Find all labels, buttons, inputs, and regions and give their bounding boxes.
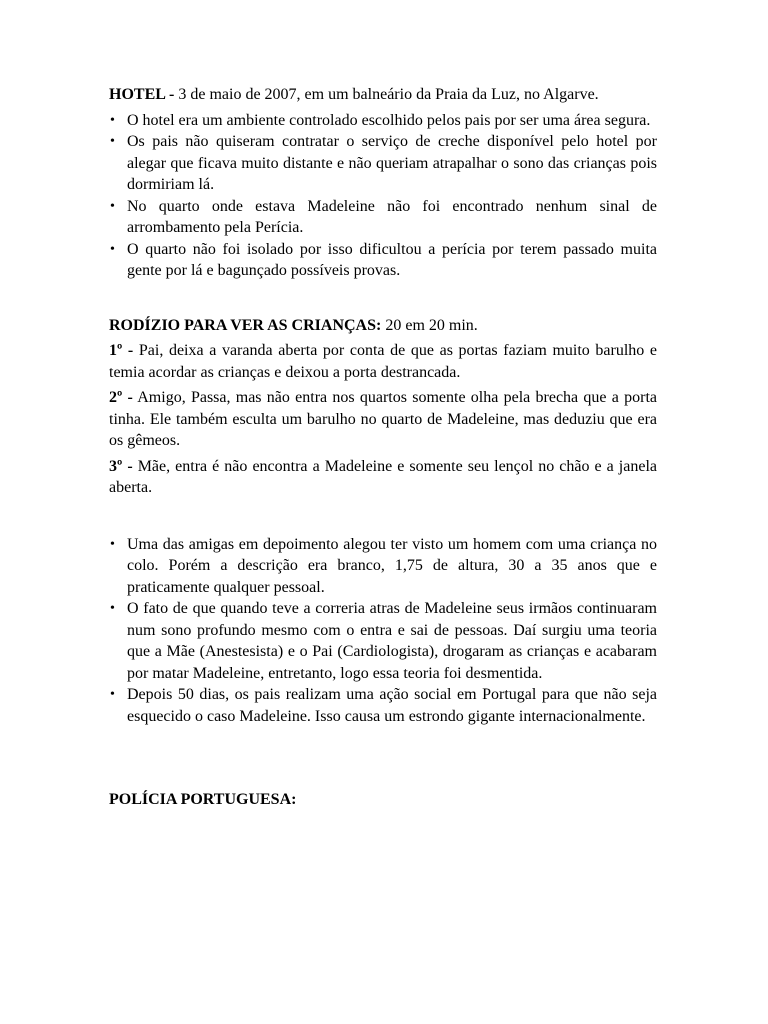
- list-item: [109, 110, 657, 132]
- bullet-icon: •: [110, 198, 115, 214]
- bullet-icon: •: [110, 536, 115, 552]
- list-item: [109, 196, 657, 239]
- step-text: Amigo, Passa, mas não entra nos quartos somente olha pela brecha que a porta tinha. Ele também esculta um barulho no quarto de Madeleine, mas deduziu que era os gêmeos.: [109, 389, 658, 449]
- hotel-text: 3 de maio de 2007, em um balneário da Praia da Luz, no Algarve.: [174, 86, 599, 103]
- bullet-icon: •: [110, 241, 115, 257]
- list-item-text: O quarto não foi isolado por isso dificultou a perícia por terem passado muita gente por lá e bagunçado possíveis provas.: [127, 240, 657, 279]
- hotel-paragraph: [109, 84, 657, 106]
- bullet-icon: •: [110, 601, 115, 616]
- bullet-icon: •: [110, 134, 115, 149]
- list-item-text: O fato de que quando teve a correria atras de Madeleine seus irmãos continuaram num sono profundo mesmo com o entra e sai de pessoas. Daí surgiu uma teoria que a Mãe (Anestesista) e o Pai (Cardiologista), drogaram as crianças e acabaram por matar Madeleine, entretanto, logo essa teoria foi desmentida.: [127, 600, 657, 682]
- step-text: Pai, deixa a varanda aberta por conta de que as portas faziam muito barulho e temia acordar as crianças e deixou a porta destrancada.: [109, 342, 658, 381]
- list-item: [109, 131, 657, 196]
- rodizio-text: 20 em 20 min.: [381, 316, 478, 334]
- hotel-bullet-list: [109, 110, 657, 282]
- rodizio-step-3: [109, 456, 657, 499]
- list-item-text: Uma das amigas em depoimento alegou ter visto um homem com uma criança no colo. Porém a descrição era branco, 1,75 de altura, 30 a 35 anos que e praticamente qualquer pessoal.: [127, 535, 657, 596]
- rodizio-heading: RODÍZIO PARA VER AS CRIANÇAS:: [109, 316, 382, 334]
- bullet-icon: •: [110, 112, 115, 128]
- policia-heading: POLÍCIA PORTUGUESA:: [109, 791, 297, 808]
- list-item-text: Depois 50 dias, os pais realizam uma ação social em Portugal para que não seja esquecido o caso Madeleine. Isso causa um estrondo gigante internacionalmente.: [127, 686, 657, 725]
- step-text: Mãe, entra é não encontra a Madeleine e somente seu lençol no chão e a janela aberta.: [109, 457, 658, 496]
- rodizio-step-1: [109, 340, 657, 383]
- step-label: 2º -: [109, 389, 133, 406]
- extra-bullet-list: [109, 534, 657, 728]
- step-label: 3º -: [109, 457, 133, 475]
- hotel-heading: HOTEL -: [109, 86, 175, 103]
- rodizio-paragraph: [109, 315, 657, 337]
- list-item-text: O hotel era um ambiente controlado escolhido pelos pais por ser uma área segura.: [127, 111, 651, 129]
- list-item-text: No quarto onde estava Madeleine não foi encontrado nenhum sinal de arrombamento pela Perícia.: [127, 197, 657, 236]
- rodizio-step-2: [109, 387, 657, 452]
- list-item: [109, 239, 657, 282]
- list-item-text: Os pais não quiseram contratar o serviço de creche disponível pelo hotel por alegar que ficava muito distante e não queriam atrapalhar o sono das crianças pois dormiriam lá.: [127, 133, 657, 193]
- list-item: [109, 598, 657, 684]
- list-item: [109, 684, 657, 727]
- step-label: 1º -: [109, 342, 134, 359]
- list-item: [109, 534, 657, 599]
- document-page: [109, 84, 657, 811]
- bullet-icon: •: [110, 687, 115, 702]
